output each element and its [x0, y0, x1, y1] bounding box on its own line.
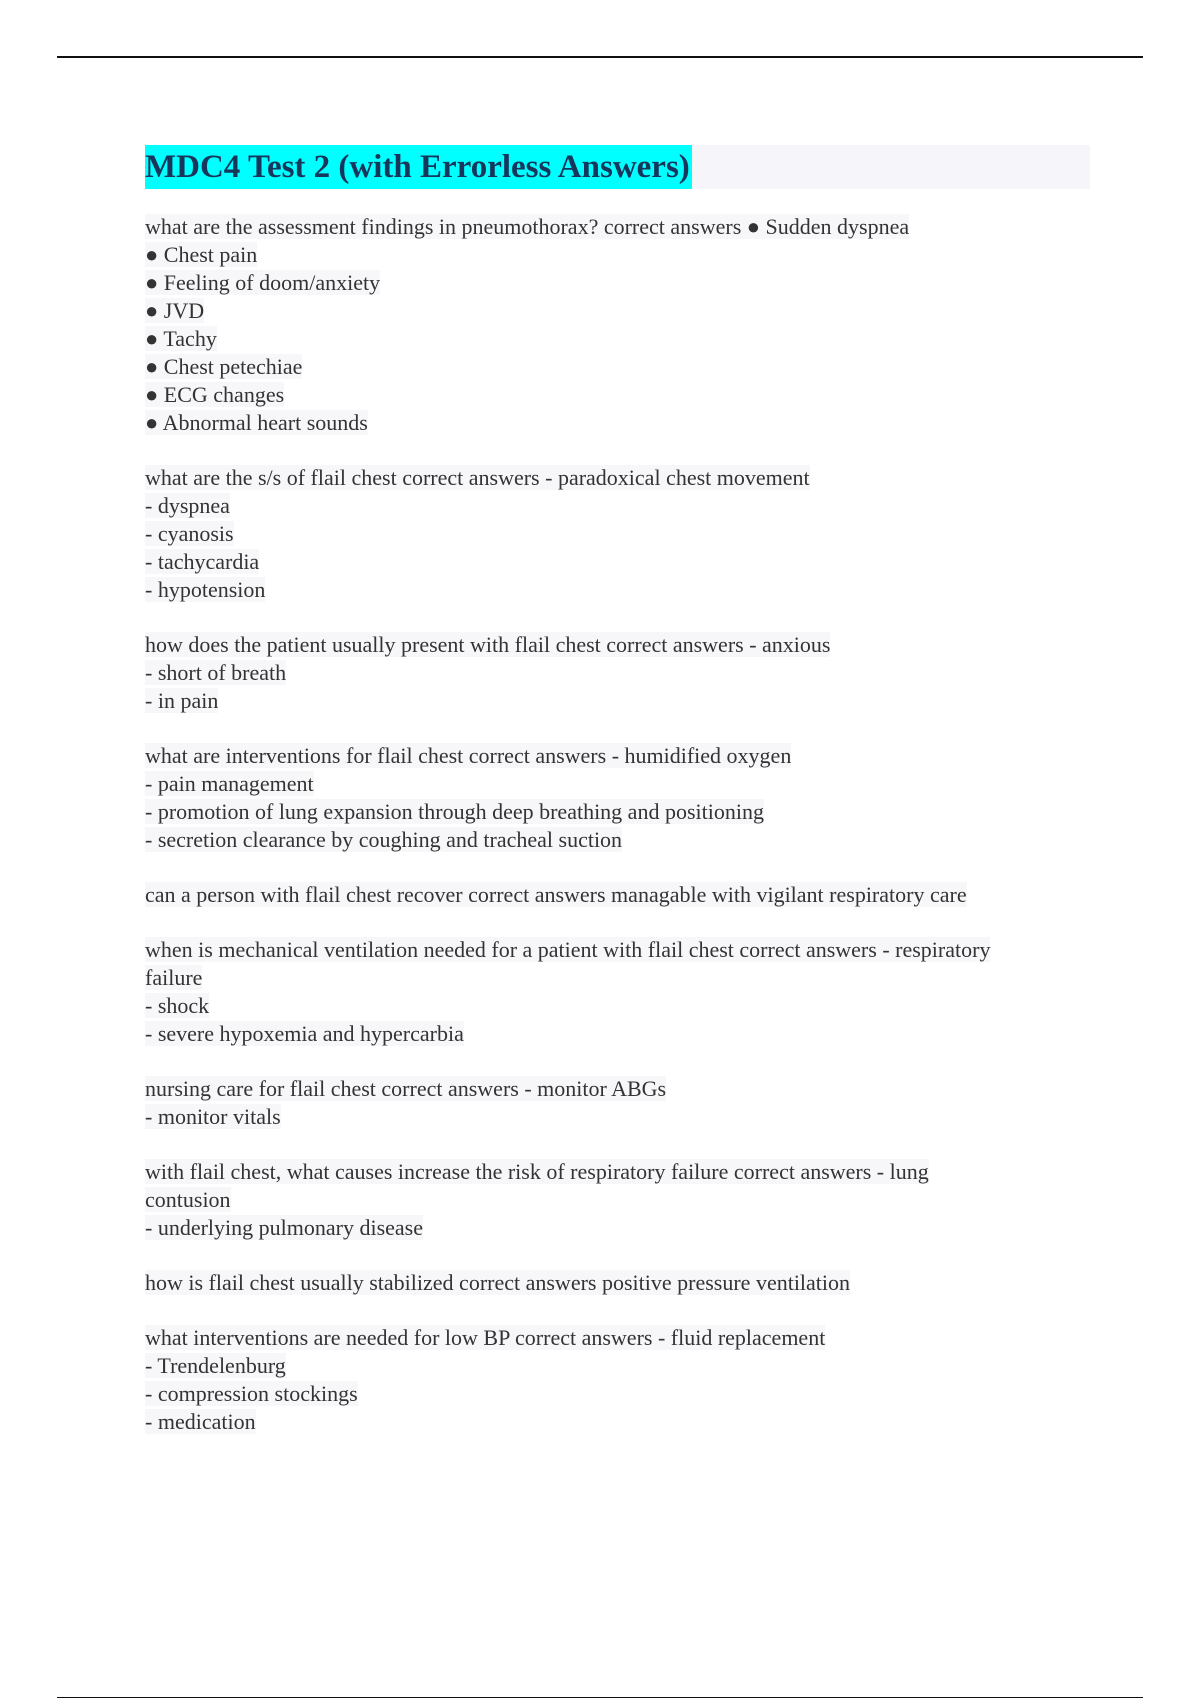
- answer-line: [145, 687, 1090, 715]
- answer-line: [145, 964, 1090, 992]
- answer-line: [145, 381, 1090, 409]
- question-line: [145, 1324, 1090, 1352]
- question-line: [145, 631, 1090, 659]
- line-text: - dyspnea: [145, 493, 230, 518]
- line-text: failure: [145, 965, 203, 990]
- qa-item: [145, 1324, 1090, 1436]
- document-title: MDC4 Test 2 (with Errorless Answers): [145, 145, 692, 189]
- answer-line: [145, 269, 1090, 297]
- line-text: what are the s/s of flail chest correct answers - paradoxical chest movement: [145, 465, 810, 490]
- qa-item: [145, 881, 1090, 909]
- line-text: ● Tachy: [145, 326, 217, 351]
- line-text: what interventions are needed for low BP correct answers - fluid replacement: [145, 1325, 826, 1350]
- qa-item: [145, 631, 1090, 715]
- answer-line: [145, 1020, 1090, 1048]
- answer-line: [145, 1408, 1090, 1436]
- line-text: ● ECG changes: [145, 382, 285, 407]
- line-text: when is mechanical ventilation needed for a patient with flail chest correct answers - respiratory: [145, 937, 991, 962]
- qa-item: [145, 1075, 1090, 1131]
- answer-line: [145, 353, 1090, 381]
- line-text: ● Chest petechiae: [145, 354, 303, 379]
- line-text: - tachycardia: [145, 549, 260, 574]
- line-text: - in pain: [145, 688, 219, 713]
- line-text: - compression stockings: [145, 1381, 358, 1406]
- answer-line: [145, 992, 1090, 1020]
- answer-line: [145, 548, 1090, 576]
- answer-line: [145, 826, 1090, 854]
- line-text: what are interventions for flail chest correct answers - humidified oxygen: [145, 743, 792, 768]
- answer-line: [145, 770, 1090, 798]
- line-text: - Trendelenburg: [145, 1353, 286, 1378]
- line-text: - secretion clearance by coughing and tracheal suction: [145, 827, 623, 852]
- line-text: contusion: [145, 1187, 231, 1212]
- line-text: ● JVD: [145, 298, 205, 323]
- answer-line: [145, 297, 1090, 325]
- line-text: how is flail chest usually stabilized correct answers positive pressure ventilation: [145, 1270, 851, 1295]
- answer-line: [145, 520, 1090, 548]
- line-text: ● Chest pain: [145, 242, 258, 267]
- answer-line: [145, 659, 1090, 687]
- answer-line: [145, 492, 1090, 520]
- bottom-rule: [57, 1697, 1143, 1698]
- line-text: - cyanosis: [145, 521, 234, 546]
- title-bar: [145, 145, 1090, 189]
- line-text: can a person with flail chest recover correct answers managable with vigilant respiratory care: [145, 882, 967, 907]
- qa-item: [145, 1158, 1090, 1242]
- answer-line: [145, 1352, 1090, 1380]
- line-text: ● Feeling of doom/anxiety: [145, 270, 381, 295]
- line-text: - shock: [145, 993, 210, 1018]
- answer-line: [145, 1103, 1090, 1131]
- line-text: - underlying pulmonary disease: [145, 1215, 423, 1240]
- line-text: ● Abnormal heart sounds: [145, 410, 368, 435]
- answer-line: [145, 1186, 1090, 1214]
- answer-line: [145, 241, 1090, 269]
- answer-line: [145, 576, 1090, 604]
- qa-item: [145, 464, 1090, 604]
- top-rule: [57, 56, 1143, 58]
- line-text: with flail chest, what causes increase the risk of respiratory failure correct answers - lung: [145, 1159, 929, 1184]
- qa-item: [145, 936, 1090, 1048]
- line-text: - severe hypoxemia and hypercarbia: [145, 1021, 464, 1046]
- question-line: [145, 936, 1090, 964]
- line-text: - hypotension: [145, 577, 266, 602]
- line-text: - monitor vitals: [145, 1104, 281, 1129]
- question-line: [145, 1075, 1090, 1103]
- question-line: [145, 881, 1090, 909]
- line-text: - short of breath: [145, 660, 287, 685]
- line-text: - pain management: [145, 771, 314, 796]
- question-line: [145, 742, 1090, 770]
- line-text: how does the patient usually present with flail chest correct answers - anxious: [145, 632, 831, 657]
- qa-item: [145, 742, 1090, 854]
- line-text: what are the assessment findings in pneumothorax? correct answers ● Sudden dyspnea: [145, 214, 910, 239]
- answer-line: [145, 1380, 1090, 1408]
- document-body: [145, 145, 1090, 1463]
- question-line: [145, 1269, 1090, 1297]
- question-line: [145, 213, 1090, 241]
- line-text: nursing care for flail chest correct answers - monitor ABGs: [145, 1076, 667, 1101]
- answer-line: [145, 798, 1090, 826]
- answer-line: [145, 409, 1090, 437]
- question-line: [145, 1158, 1090, 1186]
- qa-item: [145, 213, 1090, 437]
- question-line: [145, 464, 1090, 492]
- answer-line: [145, 1214, 1090, 1242]
- qa-item: [145, 1269, 1090, 1297]
- line-text: - medication: [145, 1409, 256, 1434]
- qa-list: [145, 213, 1090, 1436]
- line-text: - promotion of lung expansion through deep breathing and positioning: [145, 799, 764, 824]
- answer-line: [145, 325, 1090, 353]
